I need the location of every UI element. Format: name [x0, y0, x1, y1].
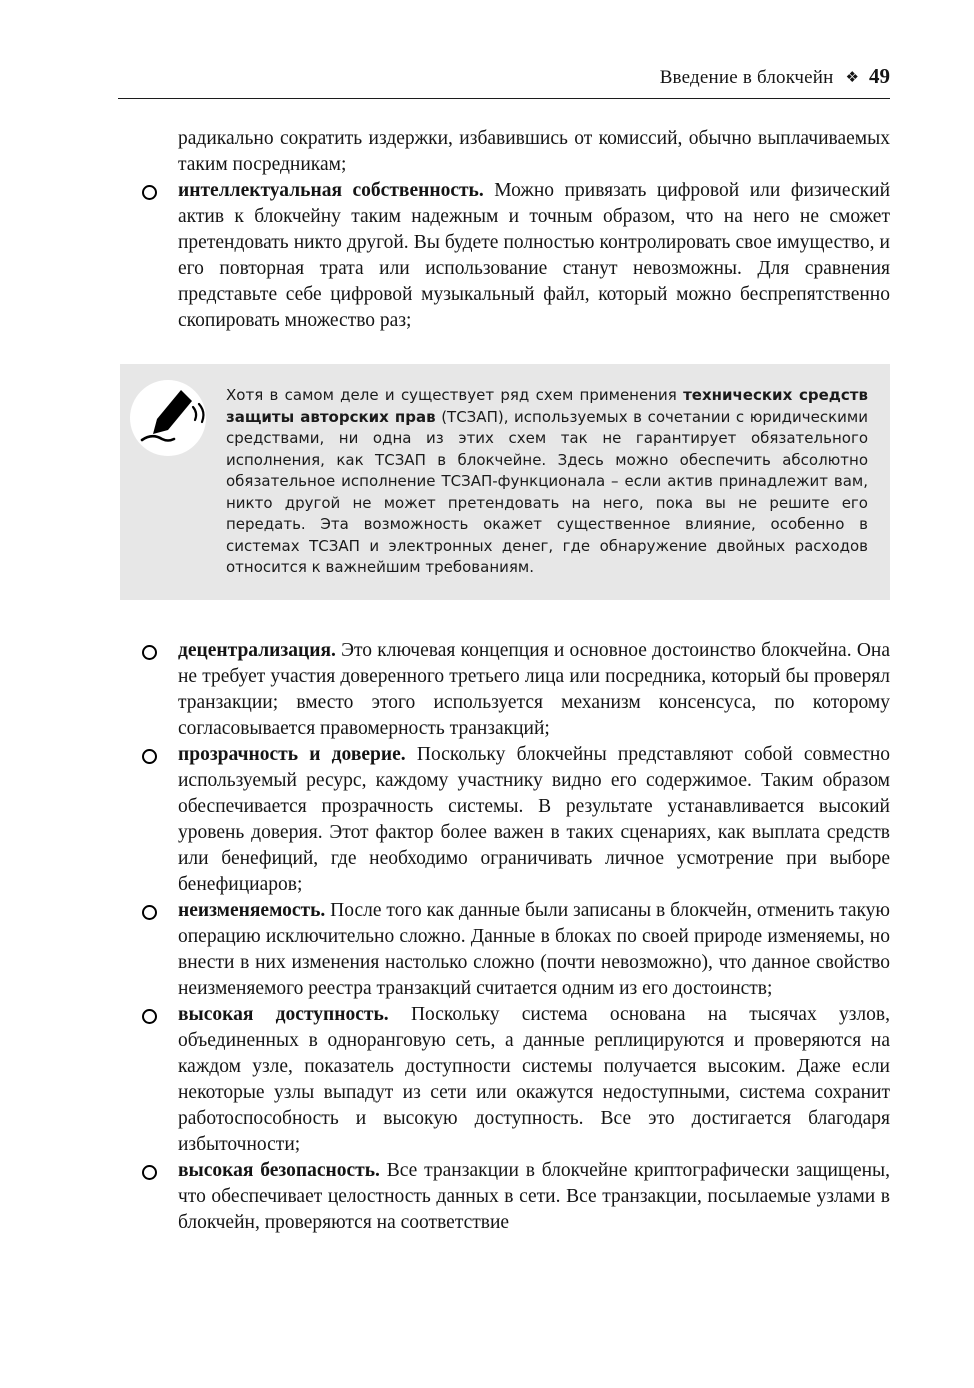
- list-item: [118, 898, 890, 1002]
- list-item: [118, 1158, 890, 1236]
- term-label: высокая доступность.: [178, 1003, 389, 1025]
- item-text: Поскольку система основана на тысячах узлов, объединенных в одноранговую сеть, а данные реплицируются и проверяются на каждом узле, показатель доступности системы получается высоким. Даже если некоторые узлы выпадут из сети или окажутся недоступными, система сохранит работоспособность и высокую доступность. Все это достигается благодаря избыточности;: [178, 1003, 890, 1155]
- list-item: [118, 742, 890, 898]
- item-text: Поскольку блокчейны представляют собой совместно используемый ресурс, каждому участнику видно его содержимое. Таким образом обеспечивается прозрачность системы. В результате устанавливается высокий уровень доверия. Этот фактор более важен в таких сценариях, как выплата средств или бенефиций, где необходимо ограничивать личное усмотрение при выборе бенефициаров;: [178, 743, 891, 895]
- bullet-icon: [142, 1009, 157, 1024]
- item-text: Можно привязать цифровой или физический актив к блокчейну таким надежным и точным образом, что на него не сможет претендовать никто другой. Вы будете полностью контролировать свое имущество, и его повторная трата или использование станут невозможны. Для сравнения представьте себе цифровой музыкальный файл, который можно беспрепятственно скопировать множество раз;: [178, 180, 891, 331]
- term-label: высокая безопасность.: [178, 1159, 380, 1181]
- note-text-lead: Хотя в самом деле и существует ряд схем применения: [226, 386, 684, 404]
- bullet-icon: [142, 749, 157, 764]
- term-label: неизменяемость.: [178, 899, 326, 921]
- bullet-icon: [142, 1165, 157, 1180]
- pencil-icon: [130, 380, 206, 456]
- note-text-bold: технических средств защиты авторских прав: [226, 386, 868, 426]
- page-number: 49: [869, 64, 890, 88]
- text-column: [118, 0, 890, 1236]
- list-item: [118, 178, 890, 334]
- term-label: прозрачность и доверие.: [178, 743, 406, 765]
- list-item: [118, 638, 890, 742]
- item-text: Все транзакции в блокчейне криптографически защищены, что обеспечивает целостность данных в сети. Все транзакции, посылаемые узлами в блокчейн, проверяются на соответствие: [178, 1159, 891, 1233]
- term-label: интеллектуальная собственность.: [178, 180, 484, 201]
- bullet-icon: [142, 905, 157, 920]
- item-text: После того как данные были записаны в блокчейн, отменить такую операцию исключительно сложно. Данные в блоках по своей природе изменяемы, но внести в них изменения настолько сложно (почти невозможно), что данное свойство неизменяемого реестра транзакций считается одним из его достоинств;: [178, 899, 890, 999]
- note-text-rest: (ТСЗАП), используемых в сочетании с юридическими средствами, ни одна из этих схем так не гарантирует обязательного исполнения, как ТСЗАП в блокчейне. Здесь можно обеспечить абсолютно обязательное исполнение ТСЗАП-функционала – если актив принадлежит вам, никто другой не может претендовать на него, пока вы не решите его передать. Эта возможность окажет существенное влияние, особенно в системах ТСЗАП и электронных денег, где обнаружение двойных расходов относится к важнейшим требованиям.: [226, 407, 868, 576]
- item-text: Это ключевая концепция и основное достоинство блокчейна. Она не требует участия доверенного третьего лица или посредника, который бы проверял транзакции; вместо этого используется механизм консенсуса, по которому согласовывается правомерность транзакций;: [178, 639, 891, 739]
- bullet-icon: [142, 185, 157, 200]
- bullet-list-top: [118, 178, 890, 334]
- note-box: [120, 364, 890, 600]
- term-label: децентрализация.: [178, 639, 336, 661]
- bullet-list-bottom: [118, 638, 890, 1236]
- bullet-icon: [142, 645, 157, 660]
- list-item: [118, 1002, 890, 1158]
- page-header: [118, 0, 890, 99]
- diamond-separator-icon: ❖: [845, 68, 859, 86]
- intro-paragraph: радикально сократить издержки, избавившись от комиссий, обычно выплачиваемых таким посредникам;: [178, 128, 890, 175]
- chapter-title: Введение в блокчейн: [659, 67, 834, 88]
